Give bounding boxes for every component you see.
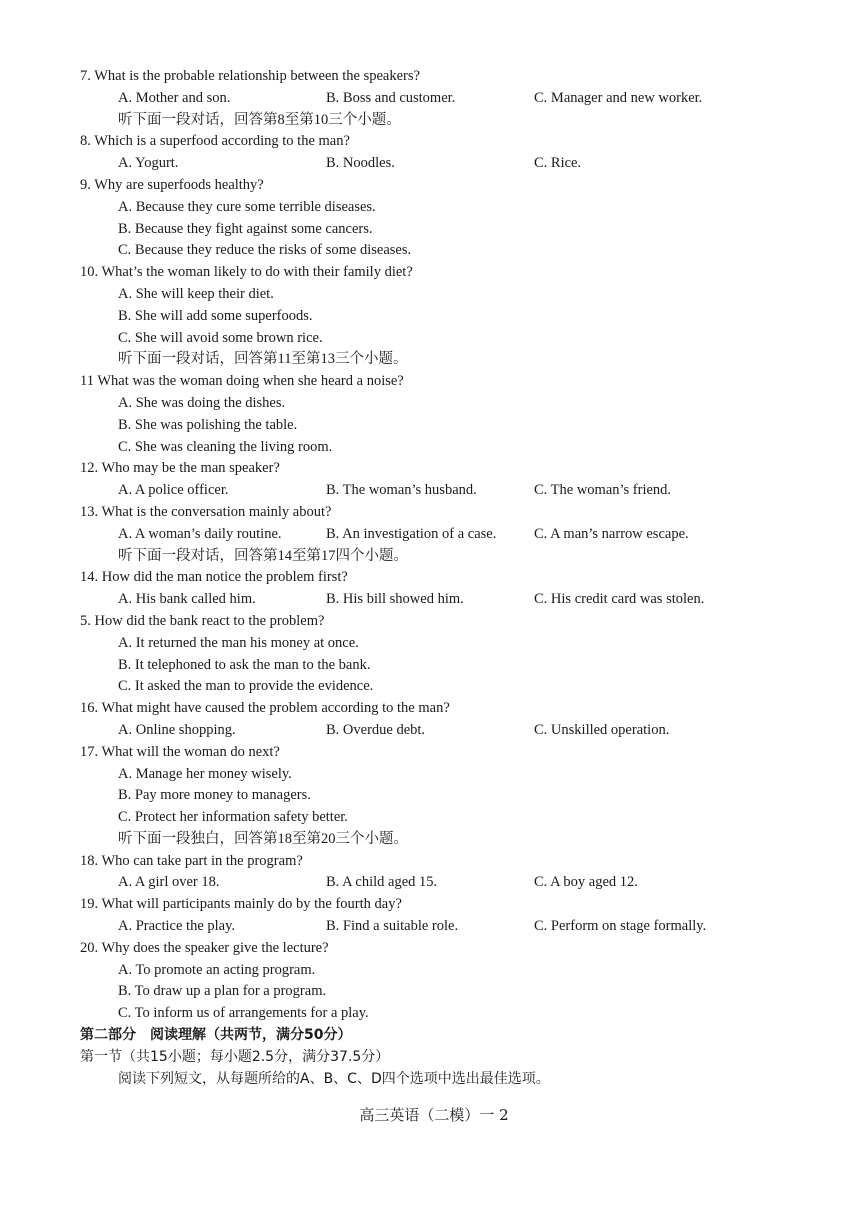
option-c: C. She will avoid some brown rice.: [118, 329, 323, 346]
option-row: [80, 916, 740, 938]
question-text: 11 What was the woman doing when she heard a noise?: [80, 373, 404, 390]
question-text: 9. Why are superfoods healthy?: [80, 176, 264, 193]
option-c: C. Because they reduce the risks of some diseases.: [118, 242, 412, 259]
option-c: C. Unskilled operation.: [534, 721, 670, 738]
question-block: [80, 262, 740, 349]
option-b: B. Find a suitable role.: [326, 918, 459, 935]
question-text: 18. Who can take part in the program?: [80, 852, 303, 869]
option-a: A. Manage her money wisely.: [118, 765, 292, 782]
option-b: B. Boss and customer.: [326, 89, 456, 106]
option-row: [80, 720, 740, 742]
option-b: B. Overdue debt.: [326, 721, 426, 738]
question-block: [80, 698, 740, 742]
question-block: [80, 66, 740, 110]
option-c: C. The woman’s friend.: [534, 482, 672, 499]
option-a: A. To promote an acting program.: [118, 961, 316, 978]
question-text: 14. How did the man notice the problem first?: [80, 569, 348, 586]
option-b: B. She was polishing the table.: [118, 416, 298, 433]
question-block: [80, 742, 740, 829]
option-a: A. Because they cure some terrible diseases.: [118, 198, 376, 215]
option-b: B. Because they fight against some cancers.: [118, 220, 373, 237]
option-row: [80, 480, 740, 502]
question-block: [80, 938, 740, 1025]
question-text: 8. Which is a superfood according to the man?: [80, 133, 350, 150]
option-a: A. A woman’s daily routine.: [118, 525, 282, 542]
option-c: C. His credit card was stolen.: [534, 591, 705, 608]
option-c: C. A man’s narrow escape.: [534, 525, 689, 542]
question-text: 13. What is the conversation mainly about?: [80, 503, 332, 520]
option-b: B. His bill showed him.: [326, 591, 464, 608]
question-text: 20. Why does the speaker give the lecture?: [80, 939, 329, 956]
option-a: A. It returned the man his money at once.: [118, 634, 359, 651]
question-text: 16. What might have caused the problem according to the man?: [80, 700, 450, 717]
question-list: [80, 66, 740, 1090]
option-b: B. To draw up a plan for a program.: [118, 983, 327, 1000]
option-a: A. A police officer.: [118, 482, 229, 499]
section-instruction: 听下面一段对话，回答第14至第17四个小题。: [118, 547, 408, 564]
section-instruction: 听下面一段对话，回答第8至第10三个小题。: [118, 111, 401, 128]
option-row: [80, 524, 740, 546]
option-c: C. To inform us of arrangements for a play.: [118, 1005, 369, 1022]
option-a: A. A girl over 18.: [118, 874, 220, 891]
question-text: 5. How did the bank react to the problem?: [80, 612, 325, 629]
option-b: B. An investigation of a case.: [326, 525, 497, 542]
option-c: C. She was cleaning the living room.: [118, 438, 333, 455]
option-a: A. Practice the play.: [118, 918, 236, 935]
question-block: [80, 894, 740, 938]
question-text: 7. What is the probable relationship between the speakers?: [80, 68, 420, 84]
option-row: [80, 88, 740, 110]
option-row: [80, 589, 740, 611]
option-c: C. Rice.: [534, 155, 582, 172]
question-block: [80, 502, 740, 546]
option-b: B. The woman’s husband.: [326, 482, 477, 499]
option-c: C. Protect her information safety better.: [118, 809, 348, 826]
question-text: 17. What will the woman do next?: [80, 743, 280, 760]
option-row: [80, 153, 740, 175]
option-c: C. It asked the man to provide the evidence.: [118, 678, 374, 695]
option-c: C. Manager and new worker.: [534, 89, 703, 106]
option-a: A. She was doing the dishes.: [118, 394, 286, 411]
question-text: 12. Who may be the man speaker?: [80, 460, 280, 477]
option-a: A. Online shopping.: [118, 721, 236, 738]
option-row: [80, 872, 740, 894]
page-footer: 高三英语（二模）一 2: [359, 1106, 509, 1124]
option-b: B. She will add some superfoods.: [118, 307, 313, 324]
question-block: [80, 567, 740, 611]
option-a: A. She will keep their diet.: [118, 285, 274, 302]
question-text: 10. What’s the woman likely to do with their family diet?: [80, 264, 413, 281]
option-b: B. Pay more money to managers.: [118, 787, 311, 804]
question-block: [80, 371, 740, 458]
question-block: [80, 851, 740, 895]
option-a: A. Yogurt.: [118, 155, 179, 172]
question-block: [80, 611, 740, 698]
question-text: 19. What will participants mainly do by the fourth day?: [80, 896, 402, 913]
question-block: [80, 131, 740, 175]
option-c: C. A boy aged 12.: [534, 874, 638, 891]
question-block: [80, 458, 740, 502]
section-instruction: 听下面一段独白，回答第18至第20三个小题。: [118, 830, 408, 847]
option-b: B. It telephoned to ask the man to the bank.: [118, 656, 371, 673]
option-b: B. Noodles.: [326, 155, 395, 172]
part-two-title: 第二部分 阅读理解（共两节，满分50分）: [80, 1027, 352, 1044]
section-one-title: 第一节（共15小题；每小题2.5分，满分37.5分）: [80, 1048, 390, 1065]
section-instruction: 听下面一段对话，回答第11至第13三个小题。: [118, 351, 408, 368]
option-a: A. Mother and son.: [118, 89, 231, 106]
option-b: B. A child aged 15.: [326, 874, 438, 891]
question-block: [80, 175, 740, 262]
option-c: C. Perform on stage formally.: [534, 918, 707, 935]
option-a: A. His bank called him.: [118, 591, 256, 608]
reading-instruction: 阅读下列短文，从每题所给的A、B、C、D四个选项中选出最佳选项。: [118, 1070, 550, 1087]
